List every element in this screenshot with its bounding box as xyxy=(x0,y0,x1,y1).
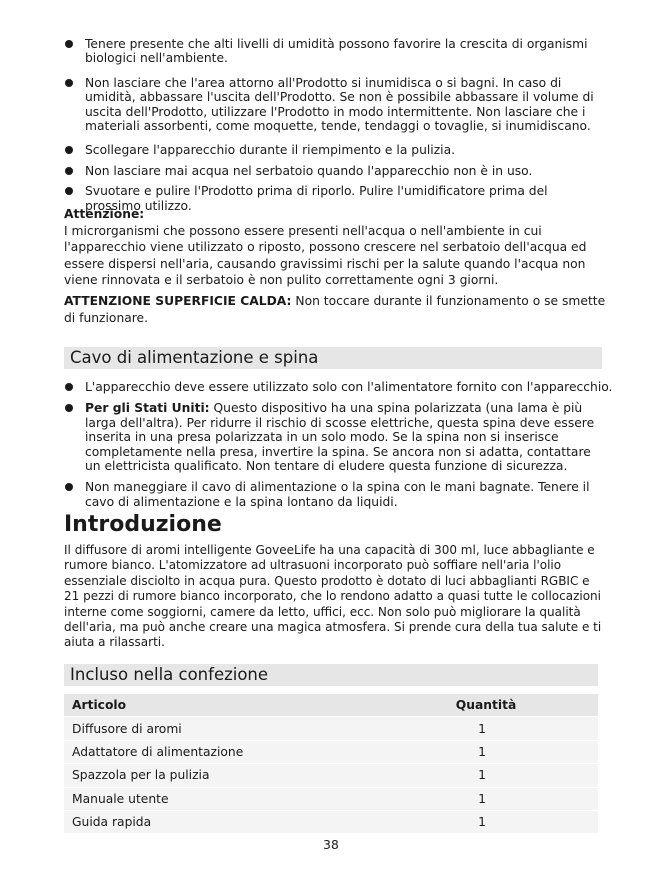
item-cell: Spazzola per la pulizia xyxy=(64,764,374,787)
qty-cell: 1 xyxy=(374,787,598,810)
table-row xyxy=(64,810,598,833)
attention-paragraph xyxy=(64,206,612,289)
table-header-row xyxy=(64,694,598,717)
table-row xyxy=(64,787,598,810)
bullet-text: Scollegare l'apparecchio durante il riempimento e la pulizia. xyxy=(85,143,456,158)
item-cell: Guida rapida xyxy=(64,810,374,833)
bullet-text: Svuotare e pulire l'Prodotto prima di riporlo. Pulire l'umidificatore prima del prossimo utilizzo. xyxy=(85,184,548,213)
bullet-dot-icon xyxy=(65,404,73,412)
column-header-item: Articolo xyxy=(64,694,374,717)
safety-bullet-list xyxy=(64,37,604,213)
attention-label: Attenzione: xyxy=(64,207,145,221)
table-row xyxy=(64,764,598,787)
bullet-item xyxy=(64,480,597,509)
qty-cell: 1 xyxy=(374,764,598,787)
page-number: 38 xyxy=(323,838,339,852)
qty-cell: 1 xyxy=(374,740,598,763)
section-title: Cavo di alimentazione e spina xyxy=(70,348,319,367)
bullet-item xyxy=(64,401,597,473)
section-header-cord xyxy=(64,347,602,369)
item-cell: Diffusore di aromi xyxy=(64,717,374,740)
section-title: Incluso nella confezione xyxy=(70,665,269,684)
bullet-item xyxy=(64,37,604,66)
bullet-text: Tenere presente che alti livelli di umidità possono favorire la crescita di organismi biologici nell'ambiente. xyxy=(85,37,588,66)
bullet-dot-icon xyxy=(65,79,73,87)
cord-bullet-list xyxy=(64,380,616,509)
bullet-text: L'apparecchio deve essere utilizzato solo con l'alimentatore fornito con l'apparecchio. xyxy=(85,380,613,394)
bullet-item xyxy=(64,143,604,157)
bullet-dot-icon xyxy=(65,40,73,48)
qty-cell: 1 xyxy=(374,810,598,833)
hot-surface-warning xyxy=(64,293,612,326)
intro-heading: Introduzione xyxy=(64,512,222,537)
item-cell: Adattatore di alimentazione xyxy=(64,740,374,763)
bullet-dot-icon xyxy=(65,167,73,175)
qty-cell: 1 xyxy=(374,717,598,740)
bullet-item xyxy=(64,164,604,178)
bullet-item xyxy=(64,76,604,134)
item-cell: Manuale utente xyxy=(64,787,374,810)
bullet-dot-icon xyxy=(65,187,73,195)
bullet-bold-lead: Per gli Stati Uniti: xyxy=(85,401,210,416)
table-row xyxy=(64,717,598,740)
bullet-dot-icon xyxy=(65,483,73,491)
package-contents-table xyxy=(64,694,598,834)
bullet-dot-icon xyxy=(65,383,73,391)
column-header-qty: Quantità xyxy=(374,694,598,717)
table-row xyxy=(64,740,598,763)
bullet-text: Non lasciare che l'area attorno all'Prodotto si inumidisca o si bagni. In caso di umidità, abbassare l'uscita dell'Prodotto. Se non è possibile abbassare il volume di uscita dell'Prodotto, utilizzare l'Prodotto in modo intermittente. Non lasciare che i materiali assorbenti, come moquette, tende, tendaggi o tovaglie, si inumidiscano. xyxy=(85,75,594,134)
bullet-text: Questo dispositivo ha una spina polarizzata (una lama è più larga dell'altra). Per ridurre il rischio di scosse elettriche, questa spina deve essere inserita in una presa polarizzata in un solo modo. Se la spina non si inserisce completamente nella presa, invertire la spina. Se ancora non si adatta, contattare un elettricista qualificato. Non tentare di eludere questa funzione di sicurezza. xyxy=(85,401,595,474)
bullet-text: Non lasciare mai acqua nel serbatoio quando l'apparecchio non è in uso. xyxy=(85,163,533,178)
bullet-dot-icon xyxy=(65,146,73,154)
intro-paragraph: Il diffusore di aromi intelligente GoveeLife ha una capacità di 300 ml, luce abbagliante e rumore bianco. L'atomizzatore ad ultrasuoni incorporato può soffiare nell'aria l'olio essenziale disciolto in acqua pura. Questo prodotto è dotato di luci abbaglianti RGBIC e 21 pezzi di rumore bianco incorporato, che lo rendono adatto a quasi tutte le collocazioni interne come soggiorni, camere da letto, uffici, ecc. Non solo può migliorare la qualità dell'aria, ma può anche creare una magica atmosfera. Si prende cura della tua salute e ti aiuta a rilassarti. xyxy=(64,543,602,650)
section-header-package xyxy=(64,664,598,686)
hot-surface-text: Non toccare durante il funzionamento o se smette di funzionare. xyxy=(64,294,606,325)
attention-text: I microrganismi che possono essere presenti nell'acqua o nell'ambiente in cui l'apparecchio viene utilizzato o riposto, possono crescere nel serbatoio dell'acqua ed essere dispersi nell'aria, causando gravissimi rischi per la salute quando l'acqua non viene rinnovata e il serbatoio è non pulito correttamente ogni 3 giorni. xyxy=(64,223,587,287)
bullet-item xyxy=(64,380,616,394)
bullet-text: Non maneggiare il cavo di alimentazione o la spina con le mani bagnate. Tenere il cavo di alimentazione e la spina lontano da liquidi. xyxy=(85,480,590,509)
hot-surface-label: ATTENZIONE SUPERFICIE CALDA: xyxy=(64,294,292,308)
